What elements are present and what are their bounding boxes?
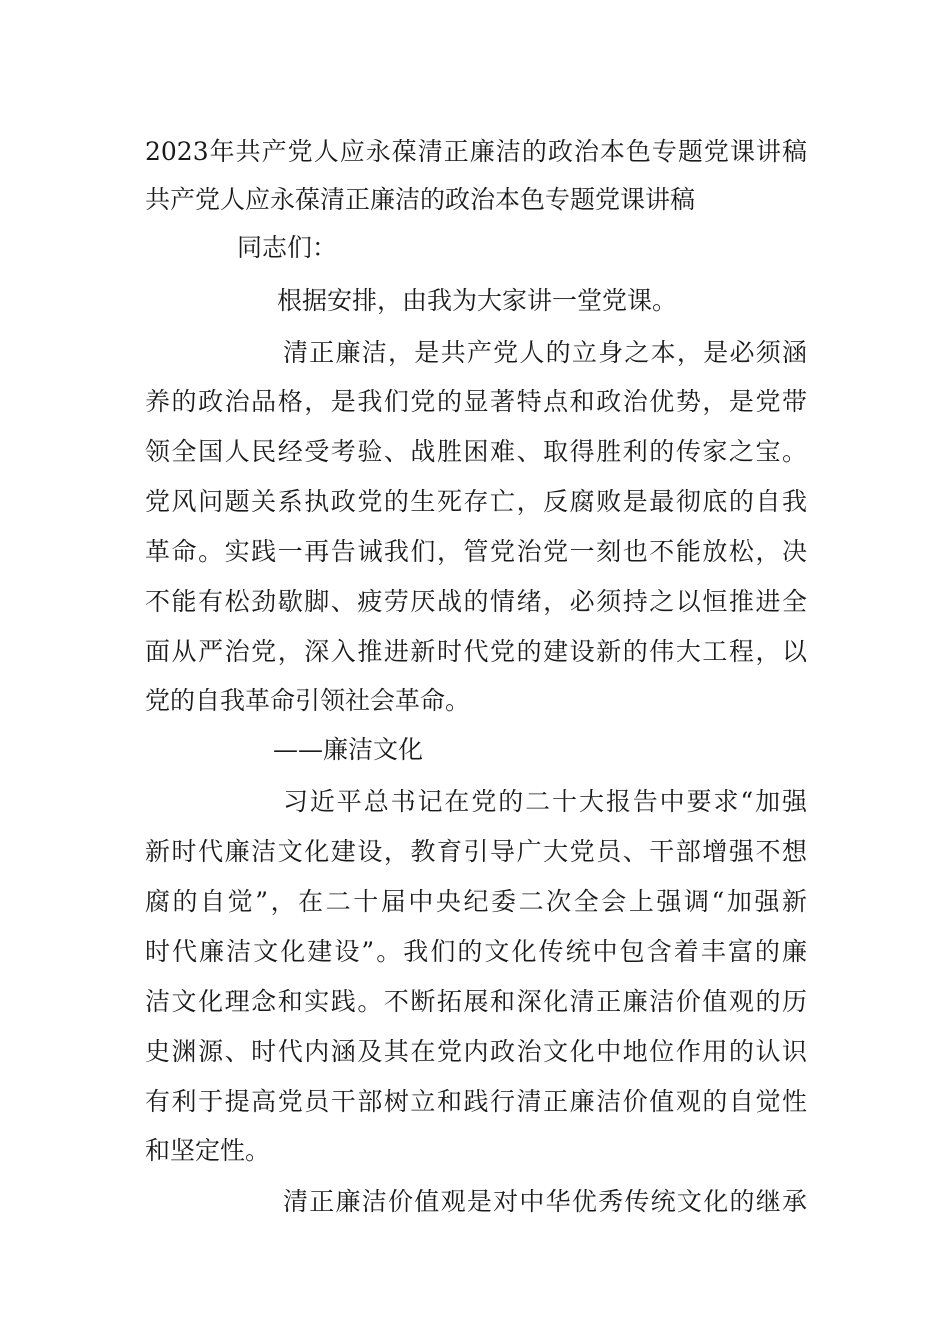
paragraph2-line: 和坚定性。 — [145, 1136, 271, 1165]
paragraph1-line: 不能有松劲歇脚、疲劳厌战的情绪，必须持之以恒推进全 — [145, 587, 807, 616]
paragraph3-line: 清正廉洁价值观是对中华优秀传统文化的继承 — [283, 1187, 807, 1216]
document-subtitle: 共产党人应永葆清正廉洁的政治本色专题党课讲稿 — [145, 185, 696, 214]
paragraph1-line: 革命。实践一再告诫我们，管党治党一刻也不能放松，决 — [145, 537, 807, 566]
paragraph2-line: 洁文化理念和实践。不断拓展和深化清正廉洁价值观的历 — [145, 987, 807, 1016]
paragraph2-line: 新时代廉洁文化建设，教育引导广大党员、干部增强不想 — [145, 837, 807, 866]
paragraph1-line: 清正廉洁，是共产党人的立身之本，是必须涵 — [283, 338, 807, 367]
section-heading: ——廉洁文化 — [273, 735, 424, 764]
document-page — [145, 0, 807, 1344]
intro-paragraph: 根据安排，由我为大家讲一堂党课。 — [277, 286, 678, 315]
paragraph2-line: 时代廉洁文化建设”。我们的文化传统中包含着丰富的廉 — [145, 937, 807, 966]
paragraph1-line: 养的政治品格，是我们党的显著特点和政治优势，是党带 — [145, 387, 807, 416]
paragraph2-line: 习近平总书记在党的二十大报告中要求“加强 — [283, 787, 807, 816]
paragraph1-line: 面从严治党，深入推进新时代党的建设新的伟大工程，以 — [145, 637, 807, 666]
paragraph2-line: 腐的自觉”，在二十届中央纪委二次全会上强调“加强新 — [145, 887, 807, 916]
document-title: 2023年共产党人应永葆清正廉洁的政治本色专题党课讲稿 — [145, 137, 807, 166]
paragraph1-line: 党的自我革命引领社会革命。 — [145, 686, 471, 715]
paragraph1-line: 领全国人民经受考验、战胜困难、取得胜利的传家之宝。 — [145, 437, 807, 466]
paragraph2-line: 有利于提高党员干部树立和践行清正廉洁价值观的自觉性 — [145, 1087, 807, 1116]
paragraph2-line: 史渊源、时代内涵及其在党内政治文化中地位作用的认识 — [145, 1037, 807, 1066]
paragraph1-line: 党风问题关系执政党的生死存亡，反腐败是最彻底的自我 — [145, 487, 807, 516]
salutation: 同志们： — [237, 233, 338, 262]
